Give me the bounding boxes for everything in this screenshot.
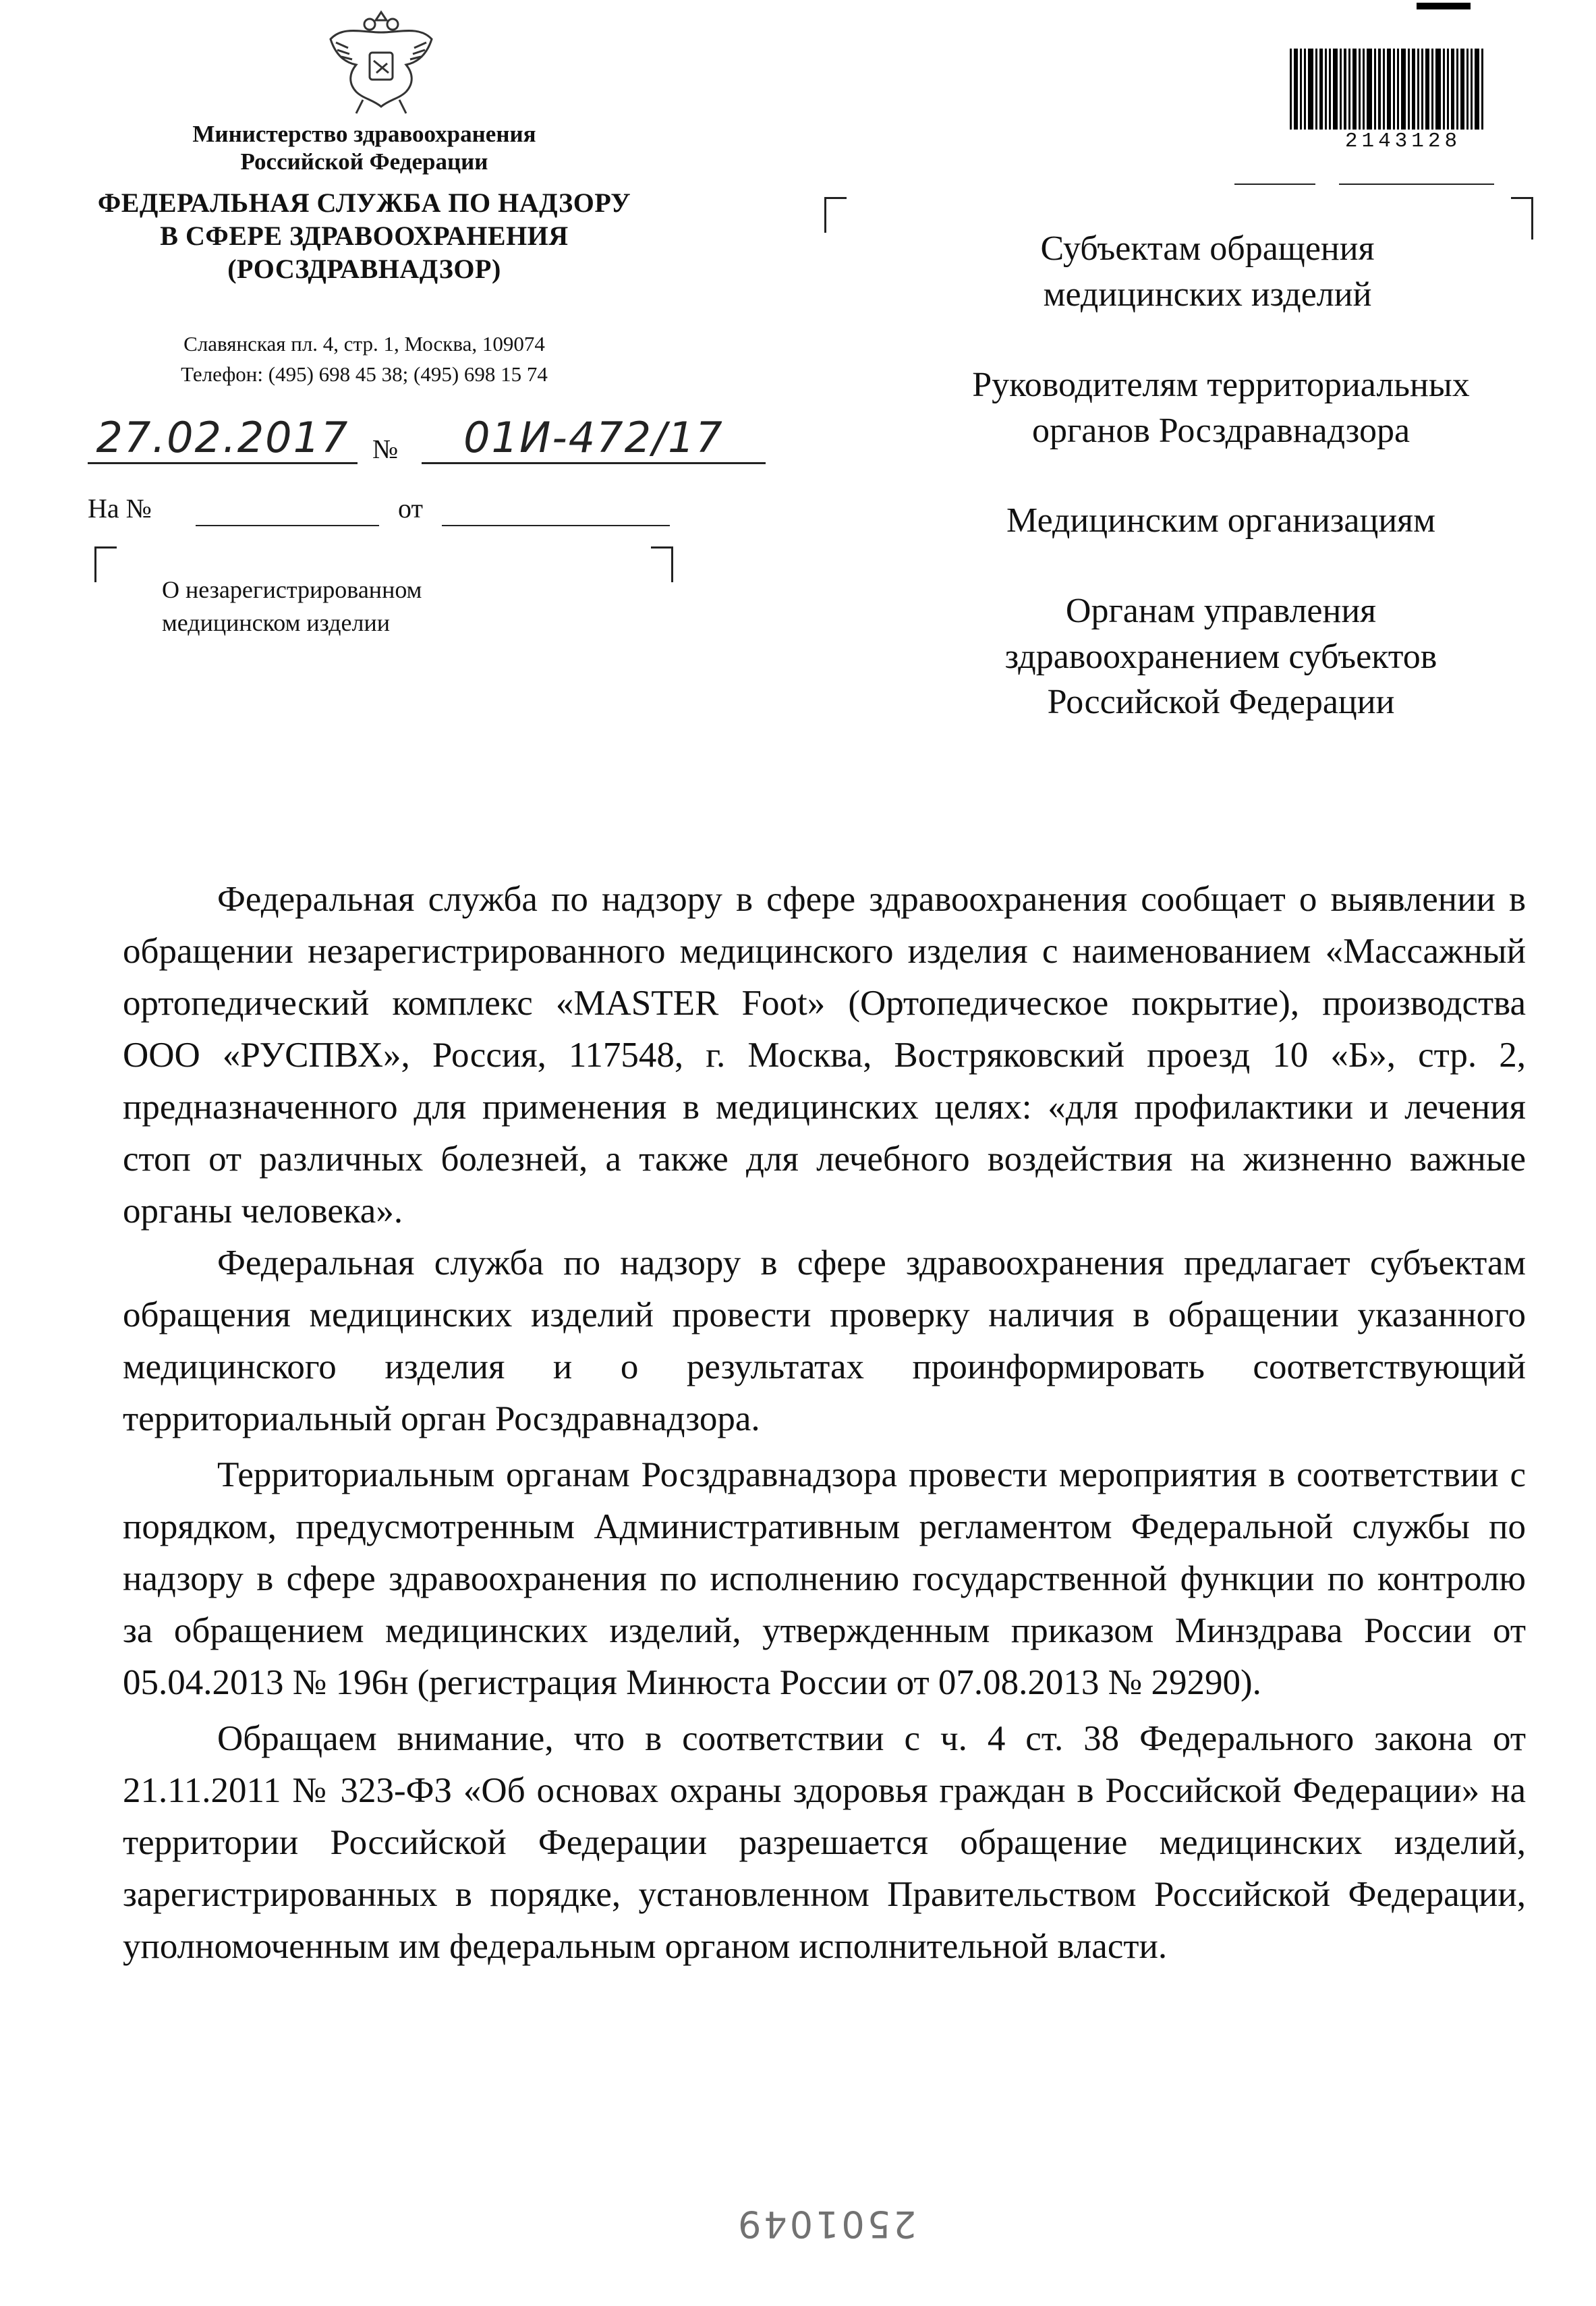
addressee-4-line-2: здравоохранением субъектов bbox=[1004, 637, 1437, 676]
addressee-4-line-1: Органам управления bbox=[1065, 592, 1377, 630]
subject-line-1: О незарегистрированном bbox=[162, 576, 422, 603]
registration-number: 01И-472/17 bbox=[422, 413, 766, 464]
letter-body bbox=[123, 874, 1526, 1973]
registration-number-label: № bbox=[372, 434, 399, 464]
top-mark bbox=[1417, 3, 1471, 9]
subject-line-2: медицинском изделии bbox=[162, 609, 391, 636]
reference-date-label: от bbox=[398, 493, 423, 524]
reference-date-blank bbox=[442, 501, 670, 526]
body-paragraph-3: Территориальным органам Росздравнадзора провести мероприятия в соответствии с порядком, предусмотренным Административным регламентом Федеральной службы по надзору в сфере здравоохранения по исполнению государственной функции по контролю за обращением медицинских изделий, утвержденным приказом Минздрава России от 05.04.2013 № 196н (регистрация Минюста России от 07.08.2013 № 29290). bbox=[123, 1455, 1526, 1702]
addressee-2-line-2: органов Росздравнадзора bbox=[1031, 411, 1410, 450]
service-line-2: В СФЕРЕ ЗДРАВООХРАНЕНИЯ bbox=[160, 220, 569, 251]
addressee-corner-left bbox=[824, 197, 847, 233]
barcode-number: 2143128 bbox=[1344, 130, 1462, 153]
service-line-1: ФЕДЕРАЛЬНАЯ СЛУЖБА ПО НАДЗОРУ bbox=[97, 188, 631, 218]
addressee-1-line-2: медицинских изделий bbox=[1043, 275, 1372, 314]
service-line-3: (РОСЗДРАВНАДЗОР) bbox=[227, 253, 501, 284]
subject-corner-left bbox=[94, 546, 117, 582]
service-contacts bbox=[94, 329, 634, 390]
addressee-3-line-1: Медицинским организациям bbox=[1006, 501, 1435, 540]
ministry-line-2: Российской Федерации bbox=[240, 148, 488, 175]
addressee-2-line-1: Руководителям территориальных bbox=[972, 366, 1470, 404]
service-name bbox=[81, 187, 648, 285]
reference-number-blank bbox=[196, 501, 379, 526]
barcode bbox=[1290, 49, 1512, 130]
registration-date: 27.02.2017 bbox=[88, 413, 358, 464]
reference-number-label: На № bbox=[88, 493, 152, 524]
addressee-4-line-3: Российской Федерации bbox=[1047, 683, 1395, 722]
addressee-4 bbox=[904, 588, 1538, 725]
service-phone: Телефон: (495) 698 45 38; (495) 698 15 74 bbox=[181, 362, 548, 386]
addressee-corner-right bbox=[1511, 197, 1533, 240]
ministry-line-1: Министерство здравоохранения bbox=[192, 121, 536, 147]
body-paragraph-1: Федеральная служба по надзору в сфере здравоохранения сообщает о выявлении в обращении незарегистрированного медицинского изделия с наименованием «Массажный ортопедический комплекс «MASTER Foot» (Ортопедическое покрытие), производства ООО «РУСПВХ», Россия, 117548, г. Москва, Востряковский проезд 10 «Б», стр. 2, предназначенного для применения в медицинских целях: «для профилактики и лечения стоп от различных болезней, а также для лечебного воздействия на жизненно важные органы человека». bbox=[123, 880, 1526, 1231]
footer-stamp-number: 2501049 bbox=[735, 2203, 917, 2245]
addressee-2 bbox=[904, 362, 1538, 453]
body-paragraph-4: Обращаем внимание, что в соответствии с ч. 4 ст. 38 Федерального закона от 21.11.2011 № 323-ФЗ «Об основах охраны здоровья граждан в Российской Федерации» на территории Российской Федерации разрешается обращение медицинских изделий, зарегистрированных в порядке, установленном Правительством Российской Федерации, уполномоченным им федеральным органом исполнительной власти. bbox=[123, 1719, 1526, 1966]
addressee-3 bbox=[904, 498, 1538, 544]
ministry-name bbox=[81, 120, 648, 176]
service-address: Славянская пл. 4, стр. 1, Москва, 109074 bbox=[183, 332, 545, 356]
addressee-1 bbox=[911, 226, 1504, 317]
addressee-1-line-1: Субъектам обращения bbox=[1040, 229, 1375, 268]
barcode-dash-2 bbox=[1339, 184, 1494, 185]
body-paragraph-2: Федеральная служба по надзору в сфере здравоохранения предлагает субъектам обращения медицинских изделий провести проверку наличия в обращении указанного медицинского изделия и о результатах проинформировать соответствующий территориальный орган Росздравнадзора. bbox=[123, 1243, 1526, 1438]
coat-of-arms-emblem bbox=[322, 5, 440, 119]
subject bbox=[162, 573, 580, 639]
subject-corner-right bbox=[651, 546, 673, 582]
barcode-dash-1 bbox=[1234, 184, 1315, 185]
